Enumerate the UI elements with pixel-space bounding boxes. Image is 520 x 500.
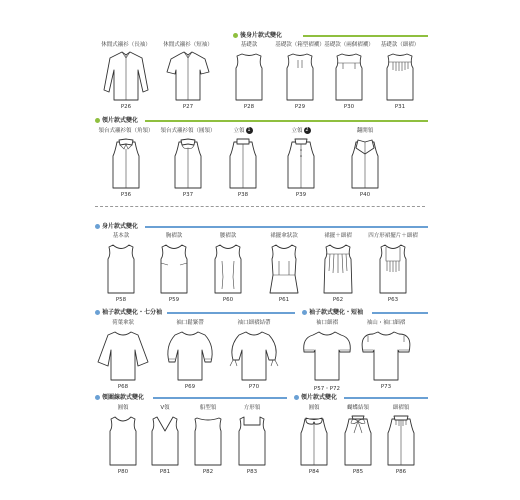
peter-pan-collar-icon <box>289 413 339 467</box>
page-divider <box>95 206 425 207</box>
gathered-short-sleeve-icon <box>300 328 354 382</box>
section-header-sleeve-3-4: 袖子款式變化・七分袖 <box>95 308 295 318</box>
bullet-icon <box>294 395 299 400</box>
back-basic-icon <box>224 50 274 102</box>
stand-collar-1-icon <box>218 136 268 190</box>
section-header-collar: 領片款式變化 <box>95 116 428 126</box>
back-box-pleat-icon <box>275 50 325 102</box>
tie-cuff-sleeve-icon <box>227 328 281 382</box>
body-basic-icon <box>96 241 146 295</box>
gathered-collar-icon <box>376 413 426 467</box>
boat-neck-icon <box>183 413 233 467</box>
shirt-collar-pointed-icon <box>101 136 151 190</box>
section-header-back-body: 後身片款式變化 <box>233 31 428 41</box>
body-square-yoke-icon <box>368 241 418 295</box>
body-bust-dart-icon <box>149 241 199 295</box>
bullet-icon <box>233 33 238 38</box>
elastic-cuff-sleeve-icon <box>163 328 217 382</box>
body-peplum-icon <box>259 241 309 295</box>
bullet-icon <box>95 395 100 400</box>
shirt-collar-round-icon <box>163 136 213 190</box>
long-sleeve-shirt-icon <box>101 50 151 102</box>
bullet-icon <box>302 310 307 315</box>
flared-sleeve-icon <box>96 328 150 382</box>
bullet-icon <box>95 224 100 229</box>
section-header-sleeve-short: 袖子款式變化・短袖 <box>302 308 428 318</box>
short-sleeve-shirt-icon <box>163 50 213 102</box>
section-header-body: 身片款式變化 <box>95 222 428 232</box>
puff-short-sleeve-icon <box>359 328 413 382</box>
body-yoke-gathers-icon <box>313 241 363 295</box>
section-header-neckline: 領圍線款式變化 <box>95 393 287 403</box>
stand-collar-2-icon <box>276 136 326 190</box>
back-two-pleats-icon <box>324 50 374 102</box>
bullet-icon <box>95 118 100 123</box>
bullet-icon <box>95 310 100 315</box>
body-waist-dart-icon <box>203 241 253 295</box>
square-neck-icon <box>227 413 277 467</box>
back-gathers-icon <box>375 50 425 102</box>
section-header-collar-2: 領片款式變化 <box>294 393 428 403</box>
open-collar-icon <box>340 136 390 190</box>
